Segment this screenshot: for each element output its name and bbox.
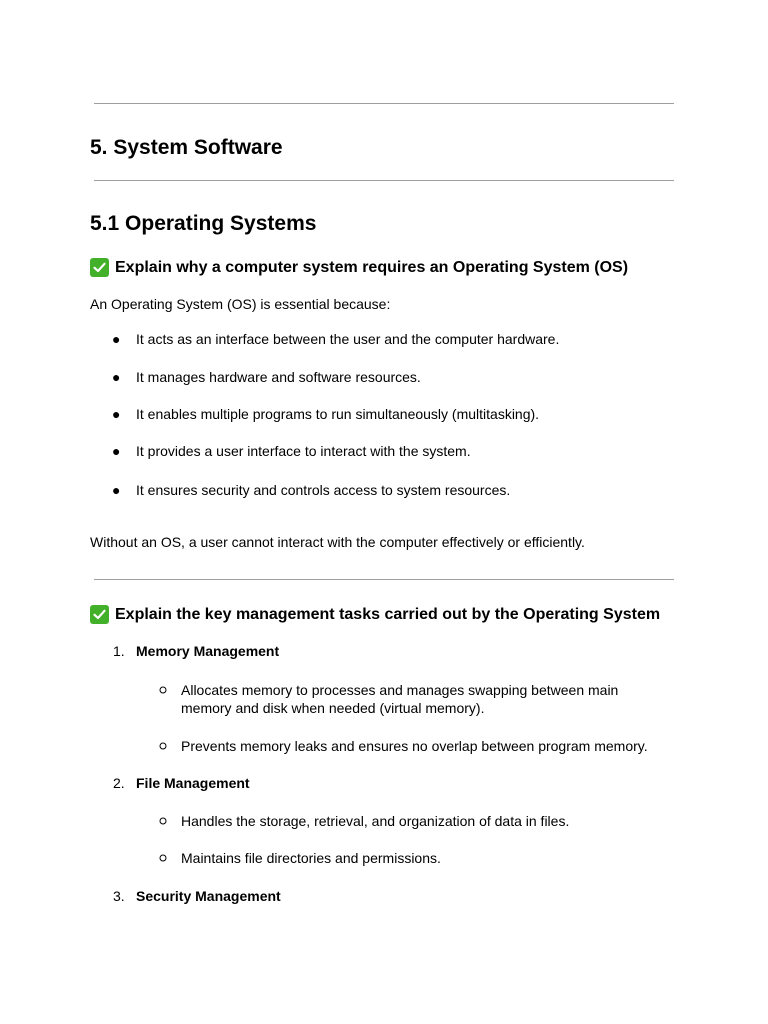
conclusion-paragraph: Without an OS, a user cannot interact with the computer effectively or efficiently. — [90, 534, 585, 550]
intro-paragraph: An Operating System (OS) is essential because: — [90, 296, 391, 312]
list-number: 2. — [113, 775, 125, 791]
bullet-icon: ● — [112, 482, 121, 498]
sub-list-item: Handles the storage, retrieval, and organization of data in files. — [181, 813, 570, 829]
list-item-text: It provides a user interface to interact with the system. — [136, 443, 471, 459]
sub-list-item: Prevents memory leaks and ensures no overlap between program memory. — [181, 738, 648, 754]
horizontal-rule — [94, 103, 674, 104]
hollow-bullet-icon — [158, 685, 168, 695]
question-heading-text: Explain why a computer system requires an Operating System (OS) — [115, 258, 629, 276]
bullet-icon: ● — [112, 369, 121, 385]
question-heading-text: Explain the key management tasks carried out by the Operating System — [115, 605, 661, 623]
sub-list-item: Maintains file directories and permissions. — [181, 850, 441, 866]
hollow-bullet-icon — [158, 741, 168, 751]
list-number: 3. — [113, 888, 125, 904]
list-item-text: It enables multiple programs to run simultaneously (multitasking). — [136, 406, 540, 422]
list-item-title: Security Management — [136, 888, 281, 904]
list-number: 1. — [113, 643, 125, 659]
question-heading-2 — [90, 605, 660, 624]
list-item-text: It ensures security and controls access to system resources. — [136, 482, 511, 498]
horizontal-rule — [94, 180, 674, 181]
section-heading: 5. System Software — [90, 136, 283, 159]
hollow-bullet-icon — [158, 853, 168, 863]
list-item — [112, 443, 471, 459]
list-item-text: It acts as an interface between the user and the computer hardware. — [136, 331, 560, 347]
check-mark-icon — [90, 258, 109, 277]
subsection-heading: 5.1 Operating Systems — [90, 212, 317, 235]
list-item — [112, 482, 510, 498]
question-heading-1 — [90, 258, 628, 277]
list-item-title: Memory Management — [136, 643, 280, 659]
sub-list-item: Allocates memory to processes and manages swapping between main memory and disk when needed (virtual memory). — [181, 682, 619, 716]
horizontal-rule — [94, 579, 674, 580]
bullet-icon: ● — [112, 331, 121, 347]
check-mark-icon — [90, 605, 109, 624]
list-item — [112, 406, 539, 422]
list-item — [112, 369, 421, 385]
hollow-bullet-icon — [158, 816, 168, 826]
bullet-icon: ● — [112, 443, 121, 459]
list-item-text: It manages hardware and software resources. — [136, 369, 421, 385]
bullet-icon: ● — [112, 406, 121, 422]
list-item-title: File Management — [136, 775, 250, 791]
list-item — [112, 331, 559, 347]
